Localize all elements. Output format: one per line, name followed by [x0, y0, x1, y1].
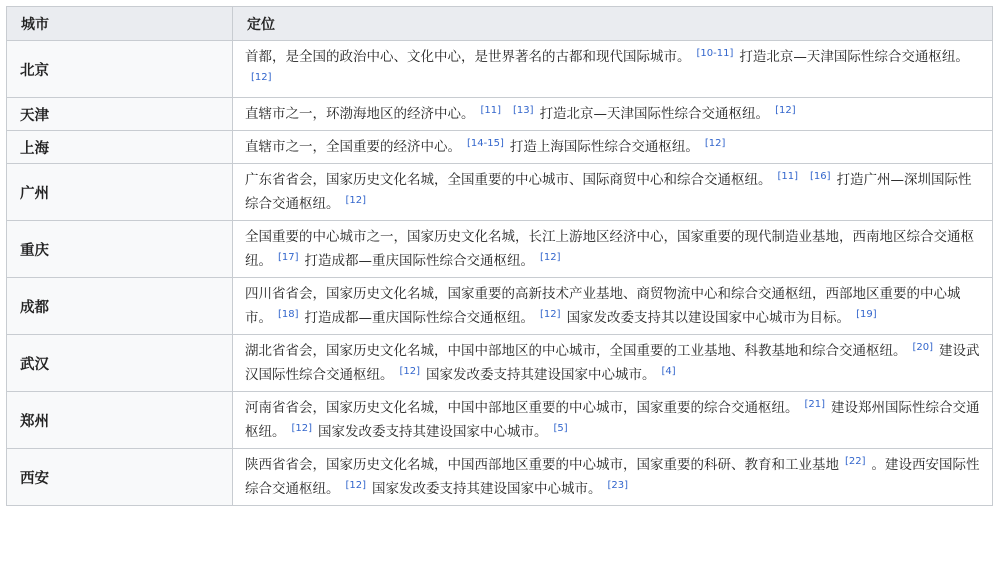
- description-text: 国家发改委支持其建设国家中心城市。: [318, 424, 548, 440]
- table-row: [7, 98, 993, 131]
- reference-link[interactable]: [21]: [804, 399, 826, 410]
- position-description-cell: [233, 164, 993, 221]
- city-name-cell: 成都: [7, 278, 233, 335]
- city-name-cell: 上海: [7, 131, 233, 164]
- reference-link[interactable]: [23]: [607, 480, 629, 491]
- reference-link[interactable]: [20]: [912, 342, 934, 353]
- table-row: [7, 41, 993, 98]
- reference-link[interactable]: [17]: [278, 252, 299, 263]
- reference-link[interactable]: [5]: [553, 423, 568, 434]
- description-text: 打造北京—天津国际性综合交通枢纽。: [739, 49, 969, 65]
- description-text: 。建设西安国际性综合交通枢纽。: [245, 457, 980, 497]
- description-text: 直辖市之一，全国重要的经济中心。: [245, 139, 461, 155]
- description-text: 湖北省省会，国家历史文化名城，中国中部地区的中心城市，全国重要的工业基地、科教基地和综合交通枢纽。: [245, 343, 907, 359]
- content-area: [6, 6, 993, 506]
- reference-link[interactable]: [12]: [540, 252, 561, 263]
- reference-link[interactable]: [12]: [399, 366, 421, 377]
- position-description-cell: [233, 131, 993, 164]
- reference-link[interactable]: [12]: [291, 423, 313, 434]
- description-text: 四川省省会，国家历史文化名城，国家重要的高新技术产业基地、商贸物流中心和综合交通枢纽，西部地区重要的中心城市。: [245, 286, 961, 326]
- position-description-cell: [233, 392, 993, 449]
- city-positioning-table: [6, 6, 993, 506]
- city-name-cell: 北京: [7, 41, 233, 98]
- table-row: [7, 164, 993, 221]
- reference-link[interactable]: [22]: [845, 456, 866, 467]
- description-text: 广东省省会，国家历史文化名城，全国重要的中心城市、国际商贸中心和综合交通枢纽。: [245, 172, 772, 188]
- reference-link[interactable]: [12]: [345, 195, 367, 206]
- position-description-cell: [233, 41, 993, 98]
- reference-link[interactable]: [12]: [704, 138, 726, 149]
- reference-link[interactable]: [16]: [810, 171, 831, 182]
- position-description-cell: [233, 449, 993, 506]
- header-city: 城市: [7, 7, 233, 41]
- description-text: 国家发改委支持其建设国家中心城市。: [372, 481, 602, 497]
- description-text: 打造成都—重庆国际性综合交通枢纽。: [304, 310, 535, 326]
- table-header-row: [7, 7, 993, 41]
- table-row: [7, 278, 993, 335]
- description-text: 国家发改委支持其建设国家中心城市。: [426, 367, 656, 383]
- position-description-cell: [233, 335, 993, 392]
- reference-link[interactable]: [12]: [345, 480, 367, 491]
- reference-link[interactable]: [10-11]: [696, 48, 734, 59]
- reference-link[interactable]: [19]: [856, 309, 877, 320]
- city-name-cell: 天津: [7, 98, 233, 131]
- city-name-cell: 重庆: [7, 221, 233, 278]
- table-body: [7, 41, 993, 506]
- table-row: [7, 221, 993, 278]
- table-row: [7, 131, 993, 164]
- reference-link[interactable]: [11]: [777, 171, 799, 182]
- reference-link[interactable]: [12]: [251, 72, 272, 83]
- description-text: 打造广州—深圳国际性综合交通枢纽。: [245, 172, 972, 212]
- description-text: 打造上海国际性综合交通枢纽。: [509, 139, 699, 155]
- table-row: [7, 392, 993, 449]
- city-name-cell: 武汉: [7, 335, 233, 392]
- description-text: 陕西省省会，国家历史文化名城，中国西部地区重要的中心城市，国家重要的科研、教育和工业基地: [245, 457, 839, 473]
- header-position: 定位: [233, 7, 993, 41]
- description-text: 建设郑州国际性综合交通枢纽。: [245, 400, 980, 440]
- reference-link[interactable]: [18]: [278, 309, 299, 320]
- description-text: 直辖市之一，环渤海地区的经济中心。: [245, 106, 475, 122]
- reference-link[interactable]: [12]: [775, 105, 796, 116]
- city-name-cell: 郑州: [7, 392, 233, 449]
- description-text: 国家发改委支持其以建设国家中心城市为目标。: [566, 310, 851, 326]
- position-description-cell: [233, 278, 993, 335]
- position-description-cell: [233, 98, 993, 131]
- reference-link[interactable]: [13]: [513, 105, 534, 116]
- city-name-cell: 西安: [7, 449, 233, 506]
- city-name-cell: 广州: [7, 164, 233, 221]
- description-text: 打造成都—重庆国际性综合交通枢纽。: [304, 253, 535, 269]
- reference-link[interactable]: [14-15]: [467, 138, 504, 149]
- description-text: 河南省省会，国家历史文化名城，中国中部地区重要的中心城市，国家重要的综合交通枢纽。: [245, 400, 799, 416]
- table-row: [7, 335, 993, 392]
- description-text: 首都，是全国的政治中心、文化中心，是世界著名的古都和现代国际城市。: [245, 49, 691, 65]
- reference-link[interactable]: [4]: [661, 366, 676, 377]
- reference-link[interactable]: [11]: [480, 105, 502, 116]
- description-text: 打造北京—天津国际性综合交通枢纽。: [539, 106, 770, 122]
- table-row: [7, 449, 993, 506]
- description-text: 全国重要的中心城市之一，国家历史文化名城，长江上游地区经济中心，国家重要的现代制造业基地，西南地区综合交通枢纽。: [245, 229, 974, 269]
- reference-link[interactable]: [12]: [540, 309, 561, 320]
- description-text: 建设武汉国际性综合交通枢纽。: [245, 343, 980, 383]
- position-description-cell: [233, 221, 993, 278]
